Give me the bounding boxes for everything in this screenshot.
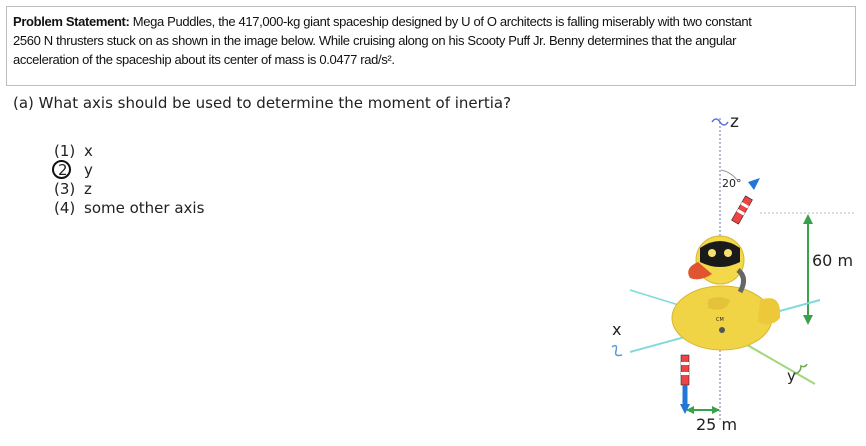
- z-axis-label: z: [730, 112, 739, 132]
- selected-circle-mark: [52, 160, 71, 179]
- option-2[interactable]: [54, 161, 204, 180]
- bottom-thruster-stripe: [681, 372, 689, 375]
- option-label: z: [84, 180, 92, 198]
- x-axis-arrow-icon: [612, 346, 622, 356]
- duck-tail: [758, 298, 780, 324]
- cm-label: CM: [716, 317, 724, 323]
- spaceship-duck-figure: [590, 100, 866, 446]
- option-number: (4): [54, 199, 76, 217]
- top-thrust-arrow-icon: [748, 178, 760, 190]
- option-number: 2: [58, 161, 68, 179]
- problem-line-1: [13, 12, 849, 31]
- duck-eye-right: [724, 249, 732, 257]
- option-label: some other axis: [84, 199, 205, 217]
- option-label: y: [84, 161, 93, 179]
- option-3[interactable]: [54, 180, 204, 199]
- height-arrow-up-icon: [803, 214, 813, 224]
- top-thruster: [732, 196, 753, 224]
- problem-label: Problem Statement:: [13, 14, 130, 29]
- x-axis-label: x: [612, 320, 622, 339]
- width-arrow-right-icon: [712, 406, 720, 414]
- bottom-thruster-stripe: [681, 362, 689, 365]
- center-of-mass-point: [719, 327, 725, 333]
- bottom-thruster: [681, 355, 689, 385]
- width-label: 25 m: [696, 415, 738, 434]
- answer-options: [54, 142, 204, 218]
- option-1[interactable]: [54, 142, 204, 161]
- y-axis-label: y: [787, 367, 796, 385]
- question-a: (a) What axis should be used to determine the moment of inertia?: [13, 94, 512, 112]
- duck-mask: [700, 241, 740, 267]
- option-number: (3): [54, 180, 76, 198]
- option-label: x: [84, 142, 93, 160]
- angle-label: 20°: [722, 177, 742, 190]
- problem-text-1: Mega Puddles, the 417,000-kg giant spaceship designed by U of O architects is falling miserably with two constant: [129, 14, 752, 29]
- height-arrow-down-icon: [803, 315, 813, 325]
- problem-line-3: acceleration of the spaceship about its center of mass is 0.0477 rad/s².: [13, 52, 395, 67]
- y-axis-arrow-icon: [795, 364, 807, 374]
- duck-eye-left: [708, 249, 716, 257]
- height-label: 60 m: [812, 251, 854, 270]
- option-4[interactable]: [54, 199, 204, 218]
- option-number: (1): [54, 142, 76, 160]
- problem-line-2: 2560 N thrusters stuck on as shown in the image below. While cruising along on his Scooty Puff Jr. Benny determines that the angular: [13, 33, 737, 48]
- problem-statement-box: [6, 6, 856, 86]
